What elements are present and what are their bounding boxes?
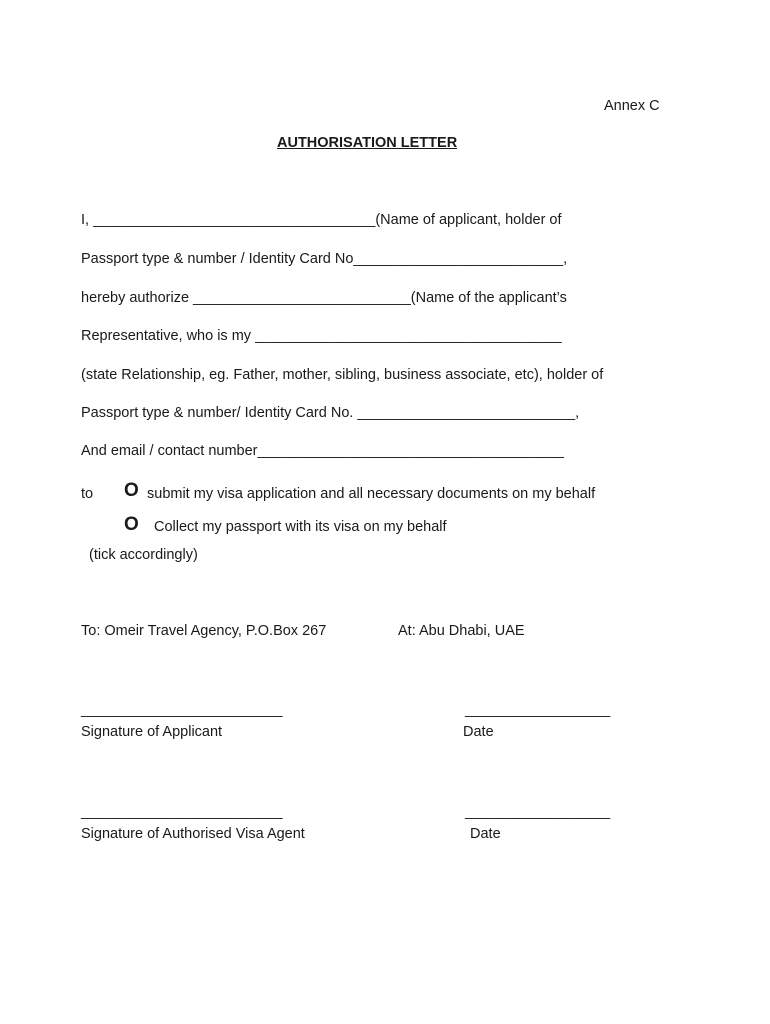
page-title: AUTHORISATION LETTER — [277, 135, 458, 151]
agent-signature-line: _________________________ — [81, 804, 283, 820]
option-collect-label: Collect my passport with its visa on my behalf — [154, 519, 447, 535]
applicant-signature-label: Signature of Applicant — [81, 724, 223, 740]
applicant-date-line: __________________ — [465, 702, 611, 718]
address-to: To: Omeir Travel Agency, P.O.Box 267 — [81, 623, 327, 639]
agent-date-line: __________________ — [465, 804, 611, 820]
tick-instruction: (tick accordingly) — [89, 547, 198, 563]
option-submit-checkbox[interactable]: O — [124, 480, 139, 501]
line-contact: And email / contact number______________________________________ — [81, 443, 564, 459]
line-authorize: hereby authorize ___________________________(Name of the applicant’s — [81, 290, 567, 306]
applicant-signature-line: _________________________ — [81, 702, 283, 718]
option-collect-checkbox[interactable]: O — [124, 514, 139, 535]
annex-label: Annex C — [604, 98, 660, 114]
line-relationship: (state Relationship, eg. Father, mother, sibling, business associate, etc), holder of — [81, 367, 604, 383]
applicant-date-label: Date — [463, 724, 494, 740]
address-at: At: Abu Dhabi, UAE — [398, 623, 525, 639]
line-rep-passport: Passport type & number/ Identity Card No. ___________________________, — [81, 405, 580, 421]
option-submit-label: submit my visa application and all necessary documents on my behalf — [147, 486, 596, 502]
agent-date-label: Date — [470, 826, 501, 842]
line-representative: Representative, who is my ______________________________________ — [81, 328, 562, 344]
agent-signature-label: Signature of Authorised Visa Agent — [81, 826, 305, 842]
to-label: to — [81, 486, 94, 502]
line-applicant-passport: Passport type & number / Identity Card No__________________________, — [81, 251, 568, 267]
line-applicant-name: I, ___________________________________(Name of applicant, holder of — [81, 212, 562, 228]
